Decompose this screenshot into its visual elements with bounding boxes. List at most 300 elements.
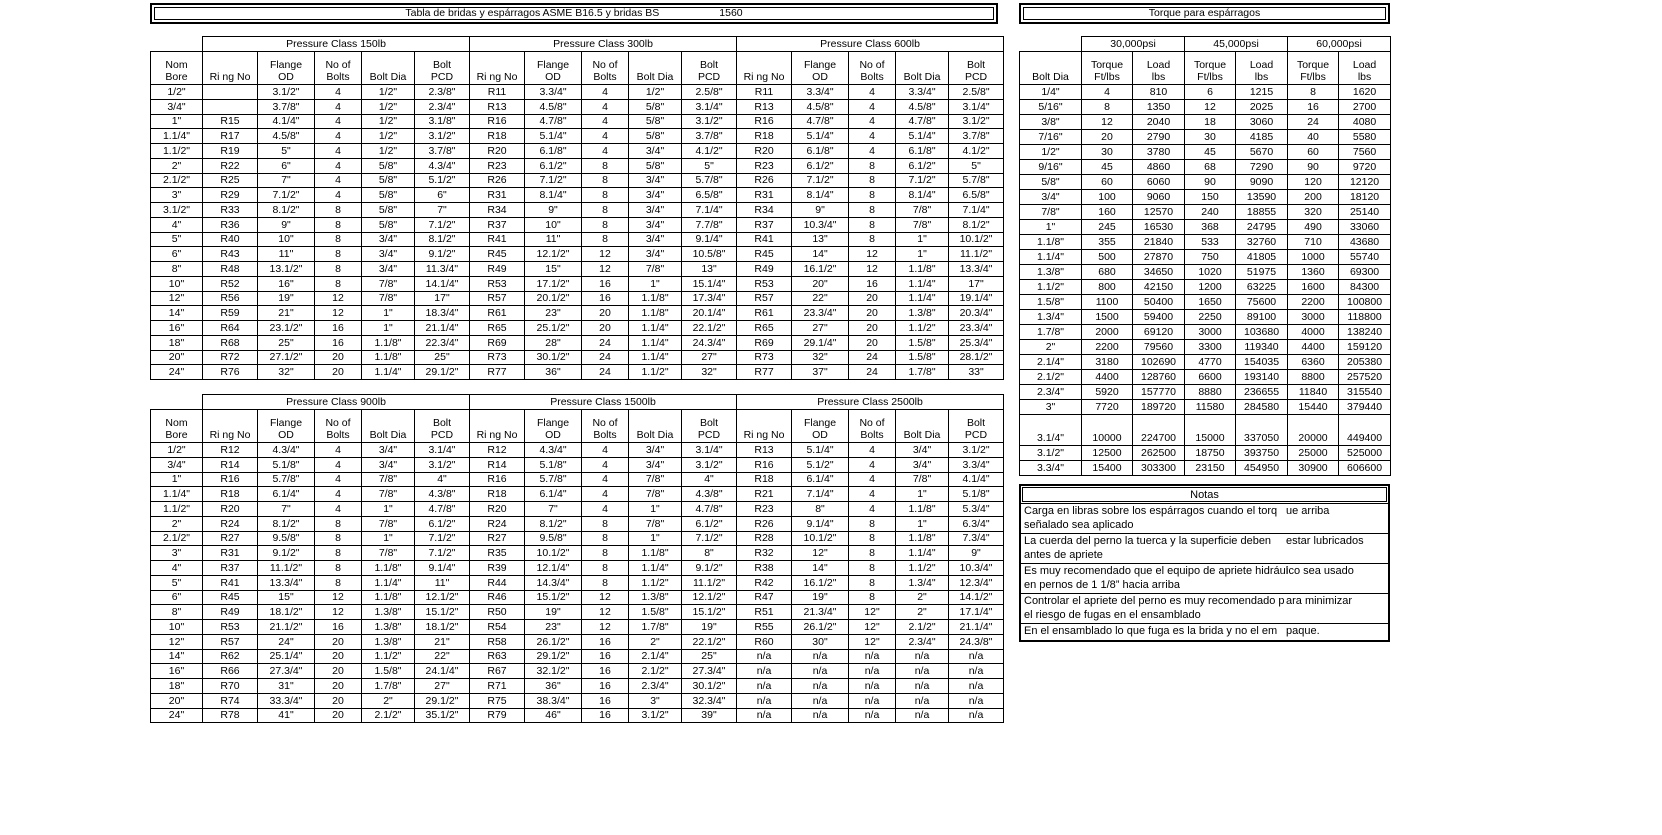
table-cell: 810 [1133,85,1185,100]
table-cell: 24 [582,350,629,365]
note-line-1 [1024,505,1385,519]
table-row [1020,220,1391,235]
table-cell: 337050 [1236,415,1288,446]
table-cell: 4 [315,502,362,517]
note-item [1021,593,1388,623]
table-cell: 4 [582,457,629,472]
table-cell: 7720 [1082,400,1133,415]
col-header-flange-od [258,410,315,443]
col-header-bolt-pcd [415,52,470,85]
table-cell: 8 [315,561,362,576]
table-cell: 4 [315,443,362,458]
table-cell: R37 [737,217,792,232]
table-cell: R68 [203,335,258,350]
table-row [1020,385,1391,400]
table-cell: 1650 [1185,295,1236,310]
table-cell: 8 [849,531,896,546]
table-cell: 20 [315,693,362,708]
table-cell: n/a [792,708,849,723]
table-cell: R73 [737,350,792,365]
table-cell: 21840 [1133,235,1185,250]
table-cell: 8" [151,605,203,620]
table-row [151,365,1004,380]
table-cell: 8 [582,188,629,203]
table-cell: 24795 [1236,220,1288,235]
table-cell: 2.1/2" [151,531,203,546]
table-cell: R41 [470,232,525,247]
table-cell: 4.5/8" [896,99,949,114]
table-cell: R18 [470,487,525,502]
col-header-bolt-dia [629,52,682,85]
table-cell: 68 [1185,160,1236,175]
header-no-of: No of [859,58,885,71]
flange-table-bottom-body [151,443,1004,723]
table-cell: 79560 [1133,340,1185,355]
table-cell: 4860 [1133,160,1185,175]
table-cell: 3/4" [362,443,415,458]
table-cell: 1.1/4" [1020,250,1082,265]
table-cell: 27.1/2" [258,350,315,365]
table-cell: 1" [151,114,203,129]
table-cell: 1/2" [362,99,415,114]
table-cell: 4.3/8" [415,487,470,502]
table-row [1020,461,1391,476]
table-cell: 7.3/4" [949,531,1004,546]
table-cell: R54 [470,620,525,635]
table-row [151,350,1004,365]
table-row [151,306,1004,321]
table-row [151,85,1004,100]
table-cell: 3/4" [629,144,682,159]
header-od: OD [278,428,294,441]
table-row [151,487,1004,502]
table-cell: n/a [737,693,792,708]
table-cell: 2.3/8" [415,85,470,100]
table-cell: n/a [896,679,949,694]
table-cell: 7.1/2" [896,173,949,188]
table-cell: R23 [737,158,792,173]
table-cell: 1" [629,531,682,546]
table-cell: 17.3/4" [682,291,737,306]
header-pcd: PCD [697,70,721,83]
col-header-bolt-dia [362,410,415,443]
table-cell: 8 [582,232,629,247]
table-row [151,335,1004,350]
table-cell: R79 [470,708,525,723]
table-cell: 20 [315,350,362,365]
header-pcd: PCD [430,428,454,441]
table-cell: 12 [315,306,362,321]
table-cell: 4080 [1339,115,1391,130]
header-no-of: No of [592,416,618,429]
table-cell: 8.1/2" [258,203,315,218]
table-cell: 189720 [1133,400,1185,415]
table-cell: 9.1/4" [682,232,737,247]
table-row [151,605,1004,620]
table-cell: 8 [582,158,629,173]
table-cell: 27.3/4" [258,664,315,679]
note-text-left: La cuerda del perno la tuerca y la superficie deben [1024,535,1272,547]
table-row [151,276,1004,291]
table-cell: R16 [737,457,792,472]
table-cell [203,85,258,100]
table-cell: 355 [1082,235,1133,250]
table-cell: 43680 [1339,235,1391,250]
table-cell: 4 [849,457,896,472]
note-text-right: ue arriba [1286,505,1330,517]
table-cell: 3.3/4" [896,85,949,100]
table-cell: 10.1/2" [792,531,849,546]
table-cell: 3.1/2" [151,203,203,218]
table-row [1020,145,1391,160]
table-cell: 12" [849,620,896,635]
table-cell: R44 [470,575,525,590]
header-bolt-dia: Bolt Dia [636,428,674,441]
table-cell: 19.1/4" [949,291,1004,306]
table-cell: R16 [470,472,525,487]
header-no-of: No of [859,416,885,429]
table-cell: 3.1/4" [415,443,470,458]
table-cell: 69120 [1133,325,1185,340]
table-cell: 4.7/8" [682,502,737,517]
table-cell: 3.1/2" [258,85,315,100]
table-cell: 1.1/2" [151,502,203,517]
table-cell: 8" [151,262,203,277]
table-cell: 5920 [1082,385,1133,400]
table-cell: 393750 [1236,446,1288,461]
table-cell: 4 [849,85,896,100]
table-cell: 4 [849,487,896,502]
table-cell: R64 [203,321,258,336]
table-cell: 29.1/2" [415,693,470,708]
header-bolts: Bolts [326,70,350,83]
table-cell: 8 [315,247,362,262]
table-cell: 12 [582,620,629,635]
table-cell: 3300 [1185,340,1236,355]
table-cell: 4 [582,144,629,159]
table-cell: 2" [896,605,949,620]
table-cell: 24.1/4" [415,664,470,679]
table-cell: 8 [1082,100,1133,115]
table-cell: 12 [315,605,362,620]
note-item [1021,503,1388,533]
table-cell: 1.3/8" [1020,265,1082,280]
header-load: Load [1146,58,1171,71]
table-cell: 12.1/2" [525,247,582,262]
table-cell: R14 [203,457,258,472]
table-cell: 119340 [1236,340,1288,355]
table-cell: 8 [315,232,362,247]
table-cell: 200 [1288,190,1339,205]
table-cell: R53 [470,276,525,291]
table-cell: 5580 [1339,130,1391,145]
table-row [151,443,1004,458]
table-cell: 46" [525,708,582,723]
table-cell: 3.1/8" [415,114,470,129]
spacer-cell [1020,37,1082,52]
table-row [151,561,1004,576]
table-cell: 3.1/4" [682,99,737,114]
table-cell: R51 [737,605,792,620]
table-row [151,679,1004,694]
table-cell: R27 [203,531,258,546]
table-cell: 1.5/8" [362,664,415,679]
table-cell: 6.5/8" [682,188,737,203]
table-cell: 1200 [1185,280,1236,295]
header-ring-no: Ri ng No [476,428,518,441]
table-cell: 3000 [1288,310,1339,325]
note-line-1 [1024,565,1385,579]
table-cell: 15.1/2" [415,605,470,620]
table-cell: 4 [315,487,362,502]
table-cell: 1" [1020,220,1082,235]
table-cell: 9/16" [1020,160,1082,175]
header-bore: Bore [165,70,188,83]
table-cell: 11.1/2" [949,247,1004,262]
header-no-of: No of [325,416,351,429]
table-cell: 36" [525,679,582,694]
table-cell: 5.1/4" [792,129,849,144]
table-row [151,590,1004,605]
table-cell: 9" [258,217,315,232]
psi-60000-label: 60,000psi [1288,37,1391,52]
table-cell: 26.1/2" [792,620,849,635]
table-cell: R42 [737,575,792,590]
table-cell: 7/8" [896,217,949,232]
header-lbs: lbs [1357,70,1372,83]
table-cell: 27.3/4" [682,664,737,679]
table-cell: 3.1/4" [1020,415,1082,446]
table-cell: R58 [470,634,525,649]
notes-title: Notas [1022,487,1387,502]
table-cell: R59 [203,306,258,321]
table-cell: 7.1/2" [682,531,737,546]
table-cell: 3.3/4" [1020,461,1082,476]
note-text-right: estar lubricados [1286,535,1364,547]
table-cell: 15400 [1082,461,1133,476]
table-cell: 45 [1082,160,1133,175]
table-cell: n/a [949,708,1004,723]
table-cell: 2.3/4" [629,679,682,694]
col-header-torque [1082,52,1133,85]
table-cell: 9.1/4" [792,516,849,531]
table-cell: 1" [629,502,682,517]
table-cell: R16 [737,114,792,129]
col-header-torque [1185,52,1236,85]
table-cell: 1/2" [151,85,203,100]
table-cell: 22.3/4" [415,335,470,350]
table-cell: 2790 [1133,130,1185,145]
table-cell: 1.7/8" [362,679,415,694]
note-text-left: En el ensamblado lo que fuga es la brida y no el em [1024,625,1278,637]
note-line-2: en pernos de 1 1/8” hacia arriba [1024,578,1180,591]
header-bore: Bore [165,428,188,441]
table-cell: 4.7/8" [792,114,849,129]
table-cell: 4185 [1236,130,1288,145]
table-row [151,472,1004,487]
table-cell: 90 [1288,160,1339,175]
pressure-class-2500-label: Pressure Class 2500lb [737,395,1004,410]
table-cell: 11" [415,575,470,590]
table-cell: 12" [151,291,203,306]
table-cell: 1.1/4" [896,291,949,306]
table-cell: 14" [151,306,203,321]
table-cell: 5.3/4" [949,502,1004,517]
table-row [151,99,1004,114]
table-cell: n/a [949,693,1004,708]
table-cell: 102690 [1133,355,1185,370]
table-cell: R18 [737,129,792,144]
table-cell: 4.1/4" [258,114,315,129]
table-cell: 1" [151,472,203,487]
table-cell: R37 [470,217,525,232]
note-text-right: ico sea usado [1286,565,1354,577]
table-cell: 8 [582,173,629,188]
table-cell: 4.7/8" [415,502,470,517]
table-row [151,634,1004,649]
table-cell: 2.1/2" [151,173,203,188]
table-cell: R41 [203,575,258,590]
table-cell: 6060 [1133,175,1185,190]
header-pcd: PCD [697,428,721,441]
table-cell: R16 [203,472,258,487]
table-cell: 35.1/2" [415,708,470,723]
table-cell: 5/8" [629,99,682,114]
col-header-load [1339,52,1391,85]
table-cell: R65 [470,321,525,336]
table-cell: R49 [737,262,792,277]
table-cell: 60 [1082,175,1133,190]
table-row [151,620,1004,635]
col-header-no-of-bolts [582,52,629,85]
table-cell: 1/2" [362,85,415,100]
table-cell: R66 [203,664,258,679]
header-bolts: Bolts [860,428,884,441]
table-cell: R78 [203,708,258,723]
table-cell: 4.1/4" [949,472,1004,487]
table-cell: 7.1/4" [949,203,1004,218]
table-cell: 4 [849,129,896,144]
table-cell: R24 [470,516,525,531]
table-cell: 1.1/4" [151,487,203,502]
table-cell: 16 [582,664,629,679]
table-cell: 20 [315,649,362,664]
table-cell: 1215 [1236,85,1288,100]
table-cell: 32.3/4" [682,693,737,708]
col-header-ring-no [203,410,258,443]
table-cell: 17.1/4" [949,605,1004,620]
table-cell: 5.1/4" [525,129,582,144]
note-text-left: Controlar el apriete del perno es muy recomendado p [1024,595,1285,607]
col-header-no-of-bolts [849,52,896,85]
table-cell: 6 [1185,85,1236,100]
table-cell: R49 [470,262,525,277]
table-cell: 12 [1185,100,1236,115]
table-cell: 5.7/8" [949,173,1004,188]
table-cell: 8 [849,575,896,590]
table-cell: 6.1/8" [896,144,949,159]
table-cell: 1" [362,502,415,517]
table-cell: 6360 [1288,355,1339,370]
col-header-ring-no [203,52,258,85]
table-cell: 9.1/2" [682,561,737,576]
table-cell: 8 [849,188,896,203]
table-cell: 8 [849,158,896,173]
table-cell: 9" [792,203,849,218]
table-cell: n/a [896,664,949,679]
table-cell: 4 [582,99,629,114]
table-cell: 21.1/2" [258,620,315,635]
table-cell: 10.5/8" [682,247,737,262]
table-cell: 3000 [1185,325,1236,340]
table-cell: 4 [315,129,362,144]
table-cell: 1.3/8" [362,620,415,635]
table-row [1020,280,1391,295]
table-cell: 29.1/2" [415,365,470,380]
table-cell: R57 [470,291,525,306]
table-cell: R20 [203,502,258,517]
table-cell: n/a [896,649,949,664]
col-header-no-of-bolts [849,410,896,443]
table-cell: R15 [203,114,258,129]
table-cell: 2" [629,634,682,649]
table-cell: n/a [737,679,792,694]
table-cell: 525000 [1339,446,1391,461]
table-cell: 4 [315,173,362,188]
table-cell: R32 [737,546,792,561]
table-cell: 13" [682,262,737,277]
table-cell: 12 [849,247,896,262]
table-cell: 9.5/8" [258,531,315,546]
table-cell: 23" [525,306,582,321]
table-cell: 1000 [1288,250,1339,265]
table-cell: 4 [849,114,896,129]
table-cell: 1020 [1185,265,1236,280]
table-cell: R52 [203,276,258,291]
table-cell: 4 [849,443,896,458]
table-cell: R74 [203,693,258,708]
table-cell: 24 [582,365,629,380]
table-cell: 1.1/8" [896,262,949,277]
table-cell: 1/2" [362,114,415,129]
table-cell: 26.1/2" [525,634,582,649]
table-cell: 16 [582,708,629,723]
header-bolt: Bolt [966,416,986,429]
table-cell: 20.3/4" [949,306,1004,321]
table-cell: 16 [1288,100,1339,115]
table-cell: 8 [582,531,629,546]
col-header-flange-od [792,410,849,443]
col-header-bolt-dia [1020,52,1082,85]
col-header-ring-no [737,52,792,85]
table-cell: 1.1/8" [629,306,682,321]
table-cell: 7.1/4" [682,203,737,218]
table-cell: 10.3/4" [792,217,849,232]
table-cell: 10" [151,620,203,635]
table-cell: 16 [315,620,362,635]
table-cell: 2" [151,516,203,531]
table-cell: R69 [470,335,525,350]
header-flange: Flange [269,416,303,429]
table-cell: 20 [315,365,362,380]
table-cell: n/a [949,649,1004,664]
header-flange: Flange [803,416,837,429]
table-cell: 30.1/2" [525,350,582,365]
table-cell: 7/8" [629,262,682,277]
table-cell: 9" [949,546,1004,561]
header-ring-no: Ri ng No [476,70,518,83]
table-cell: 8 [849,546,896,561]
